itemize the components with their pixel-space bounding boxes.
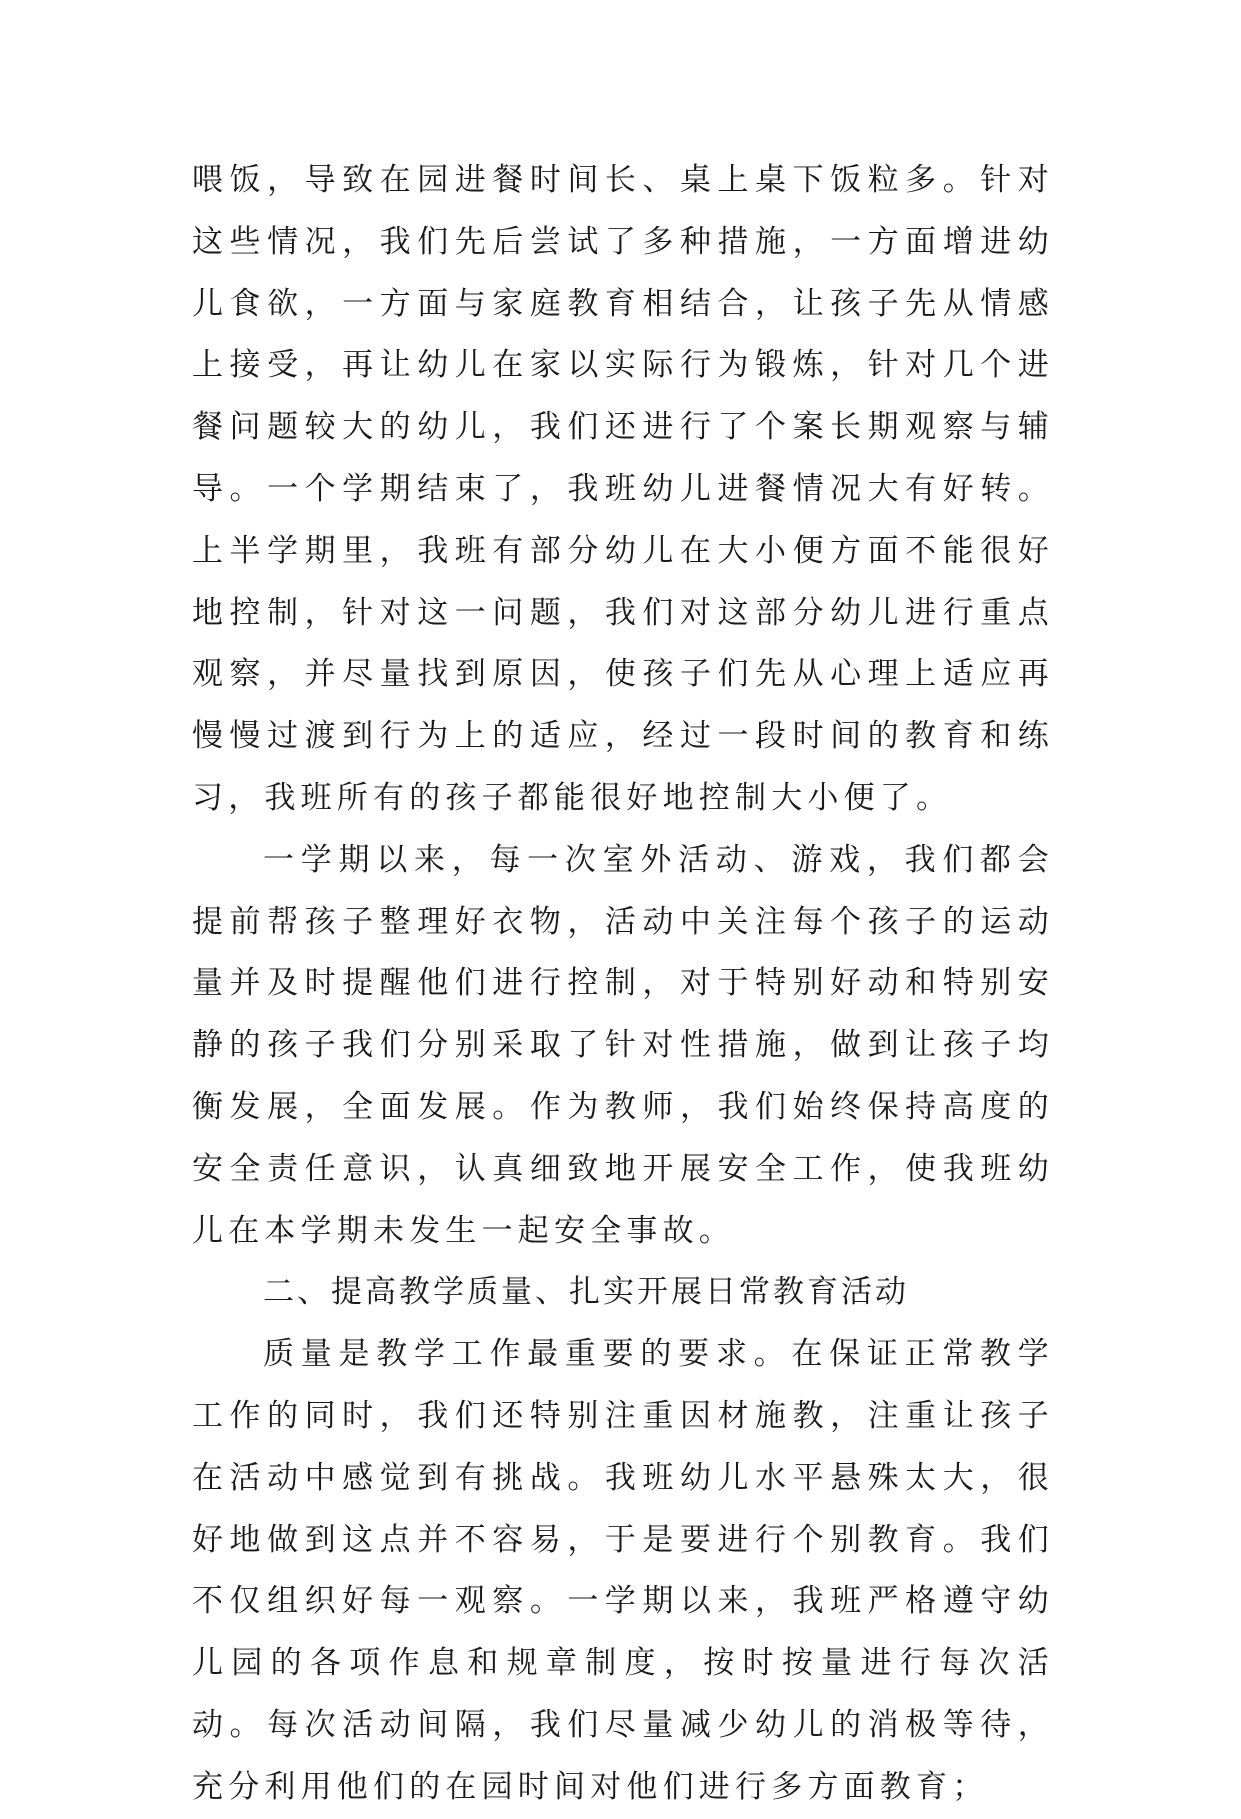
section-heading-teaching-quality: 二、提高教学质量、扎实开展日常教育活动 xyxy=(263,1274,909,1311)
paragraph-teaching-quality: 质量是教学工作最重要的要求。在保证正常教学工作的同时，我们还特别注重因材施教，注重让孩子在活动中感觉到有挑战。我班幼儿水平悬殊太大，很好地做到这点并不容易，于是要进行个别教育。我们不仅组织好每一观察。一学期以来，我班严格遵守幼儿园的各项作息和规章制度，按时按量进行每次活动。每次活动间隔，我们尽量减少幼儿的消极等待，充分利用他们的在园时间对他们进行多方面教育； xyxy=(192,1336,1054,1805)
document-body xyxy=(192,150,1054,1819)
paragraph-outdoor-activity-safety: 一学期以来，每一次室外活动、游戏，我们都会提前帮孩子整理好衣物，活动中关注每个孩子的运动量并及时提醒他们进行控制，对于特别好动和特别安静的孩子我们分别采取了针对性措施，做到让孩子均衡发展，全面发展。作为教师，我们始终保持高度的安全责任意识，认真细致地开展安全工作，使我班幼儿在本学期未发生一起安全事故。 xyxy=(192,841,1054,1249)
paragraph-meal-and-toilet-habits: 喂饭，导致在园进餐时间长、桌上桌下饭粒多。针对这些情况，我们先后尝试了多种措施，一方面增进幼儿食欲，一方面与家庭教育相结合，让孩子先从情感上接受，再让幼儿在家以实际行为锻炼，针对几个进餐问题较大的幼儿，我们还进行了个案长期观察与辅导。一个学期结束了，我班幼儿进餐情况大有好转。上半学期里，我班有部分幼儿在大小便方面不能很好地控制，针对这一问题，我们对这部分幼儿进行重点观察，并尽量找到原因，使孩子们先从心理上适应再慢慢过渡到行为上的适应，经过一段时间的教育和练习，我班所有的孩子都能很好地控制大小便了。 xyxy=(192,162,1054,816)
